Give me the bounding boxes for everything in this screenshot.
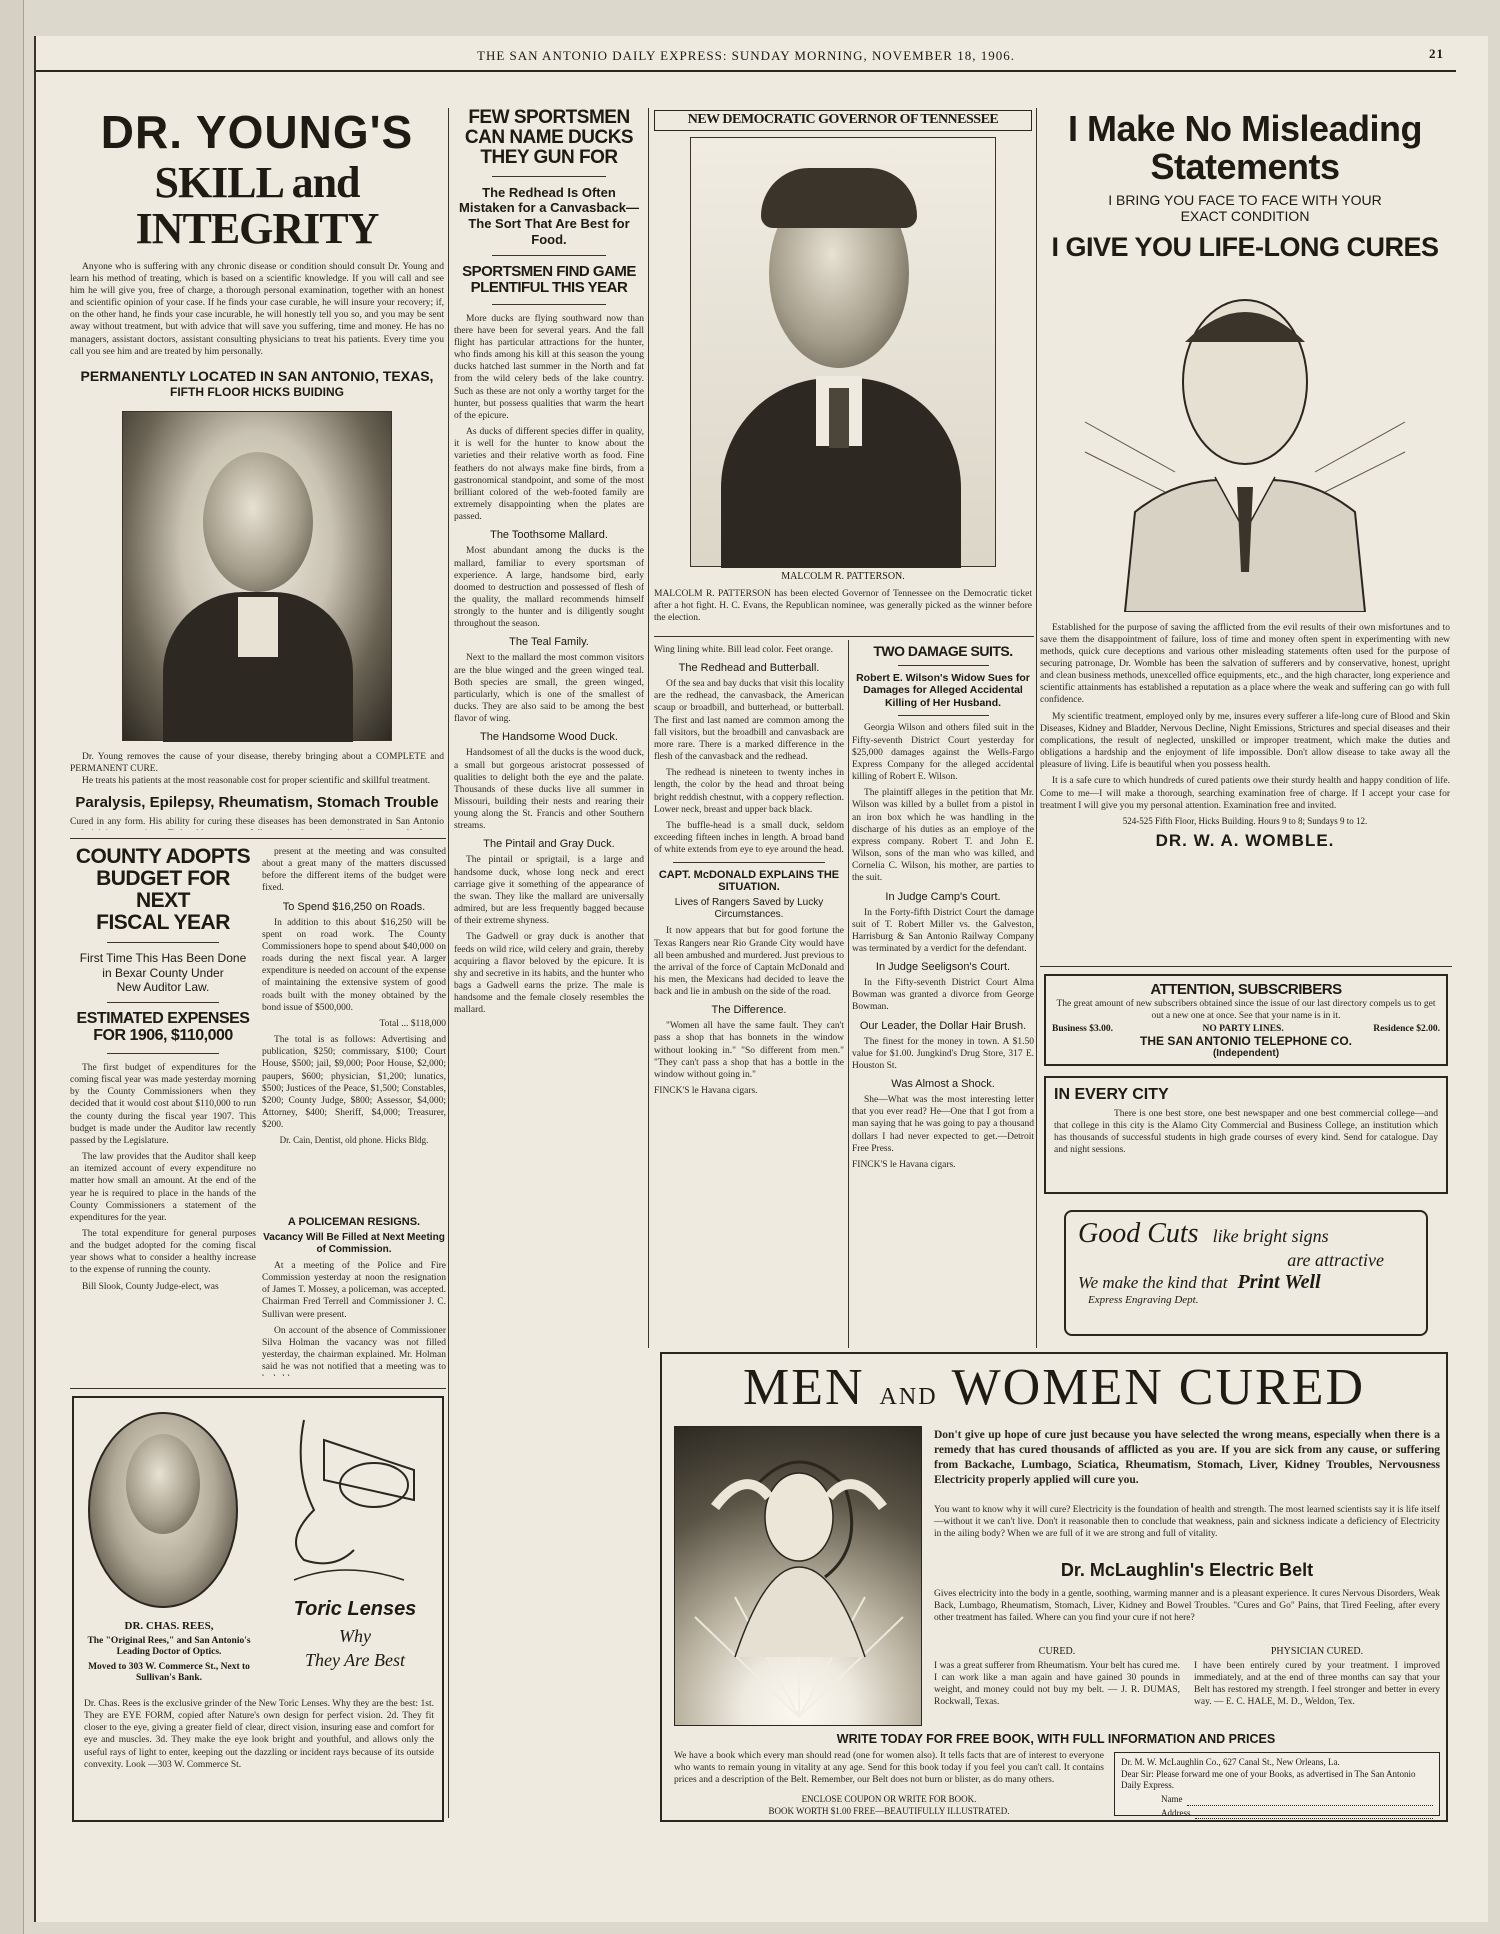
coupon-address-label: Address <box>1161 1807 1191 1818</box>
policeman-title: A POLICEMAN RESIGNS. <box>287 1216 421 1228</box>
county-ledger-total: Total ... $118,000 <box>379 1018 446 1029</box>
womble-advertisement <box>1040 110 1450 962</box>
mcdonald-finck: FINCK'S le Havana cigars. <box>654 1086 758 1097</box>
damage-para-5: The finest for the money in town. A $1.50 value for $1.00. Jungkind's Drug Store, 317 E. Houston St. <box>852 1036 1034 1071</box>
womble-sub-2: EXACT CONDITION <box>1180 208 1310 225</box>
mcdonald-title: CAPT. McDONALD EXPLAINS THE SITUATION. <box>658 869 840 894</box>
rees-best: They Are Best <box>305 1650 405 1670</box>
county-roads-subhead: To Spend $16,250 on Roads. <box>282 900 426 913</box>
young-fees: He treats his patients at the most reasonable cost for proper scientific and skillful treatment. <box>82 776 430 787</box>
mclaughlin-enclose: ENCLOSE COUPON OR WRITE FOR BOOK. <box>801 1794 977 1804</box>
womble-sub-1: I BRING YOU FACE TO FACE WITH YOUR <box>1108 191 1382 208</box>
rees-line-1: The "Original Rees," and San Antonio's Leading Doctor of Optics. <box>87 1636 251 1658</box>
young-title-1: DR. YOUNG'S <box>100 108 414 158</box>
telephone-business: Business $3.00. <box>1052 1024 1113 1035</box>
engraving-line-2: like bright signs <box>1212 1226 1329 1246</box>
county-para-1: The first budget of expenditures for the coming fiscal year was made yesterday morning by the County Commissioners when they decided that it would cost about $110,000 to run the county during the fiscal year 1907. This budget is made under the Auditor law recently passed by the Legislature. <box>70 1062 256 1146</box>
policeman-para-1: At a meeting of the Police and Fire Commission yesterday at noon the resignation of James T. Mossey, a policeman, was accepted. Chairman Fred Terrell and Commissioner J. C. Sullivan were present. <box>262 1261 446 1320</box>
mclaughlin-book: We have a book which every man should read (one for women also). It tells facts that are of interest to everyone who wants to remain young in vitality at any age. Send for this book today if you feel you can't call. It contains prices and a description of the Belt. Remember, our Belt does not burn or blister, as do many others. <box>674 1751 1104 1786</box>
coupon-name-field[interactable] <box>1187 1794 1434 1806</box>
county-signed: Bill Slook, County Judge-elect, was <box>82 1281 219 1292</box>
county-expenses-1: ESTIMATED EXPENSES <box>76 1010 250 1028</box>
redhead-lead: Wing lining white. Bill lead color. Feet orange. <box>654 645 834 655</box>
damage-para-1: Georgia Wilson and others filed suit in the Fifty-seventh District Court yesterday for $25,000 damages against the Wells-Fargo Express Company for the alleged accidental killing of Robert E. Wilson. <box>852 723 1034 783</box>
county-headline-1: COUNTY ADOPTS <box>75 846 251 868</box>
mclaughlin-lead: Don't give up hope of cure just because you have selected the wrong means, especially when there is a remedy that has cured thousands of afflicted as you are. If you are sick from any cause, or suffering from Backache, Lumbago, Sciatica, Rheumatism, Stomach, Liver, Kidney Troubles, Nervousness Electricity properly applied will cure you. <box>934 1429 1440 1486</box>
ducks-pintail: The Pintail and Gray Duck. <box>483 838 615 851</box>
damage-para-3: In the Forty-fifth District Court the damage suit of T. Robert Miller vs. the Galveston, Harrisburg & San Antonio Railway Company was terminated by a verdict for the defendant. <box>852 907 1034 954</box>
damage-para-6: She—What was the most interesting letter that you ever read? He—One that I got from a man saying that he was going to pay a thousand dollars I had never expected to get.—Detroit Free Press. <box>852 1095 1034 1154</box>
tennessee-text: MALCOLM R. PATTERSON has been elected Governor of Tennessee on the Democratic ticket after a hot fight. H. C. Evans, the Republican nominee, was generally picked as the winner before the election. <box>654 588 1032 623</box>
ducks-para-5: Handsomest of all the ducks is the wood duck, a small but gorgeous aristocrat possessed of qualities to delight both the eye and the palate. Thousands of these ducks live all summer in Missouri, building their nests and rearing their young along the St. Francis and other Southern streams. <box>454 748 644 832</box>
womble-para-3: It is a safe cure to which hundreds of cured patients owe their sturdy health and happy condition of life. Come to me—I will make a thorough, searching examination free of charge. If I accept your case for treatment I will give you my personal attention. Examination free and invited. <box>1040 776 1450 811</box>
every-city-advertisement <box>1044 1076 1448 1194</box>
mcdonald-deck: Lives of Rangers Saved by Lucky Circumstances. <box>674 897 824 921</box>
young-intro: Anyone who is suffering with any chronic disease or condition should consult Dr. Young and learn his method of treating, which is based on a scientific knowledge. If you will call and see him he will give you, free of charge, a thorough personal examination, together with an honest and scientific opinion of your case. If he finds your case curable, he will insure your recovery; if, on the other hand, he finds your case incurable, he will honestly tell you so, and you may be sent away without treatment, but with advice that will save you suffering, time and money. He has no managers, assistant doctors, assistant consulting physicians to treat his patients. Every time you call you see him and are treated by him personally. <box>70 261 444 357</box>
county-para-5: In addition to this about $16,250 will be spent on road work. The County Commissioners hope to spend about $40,000 on roads during the next fiscal year. A larger expenditure is needed on account of the expense of maintaining the extensive system of good roads built with the money obtained by the bond issue of $500,000. <box>262 917 446 1013</box>
mclaughlin-physician-text: I have been entirely cured by your treatment. I improved immediately, and at the end of three months can say that your Belt has restored my strength. I feel stronger and better in every way. — E. C. HALE, M. D., Weldon, Tex. <box>1194 1661 1440 1708</box>
damage-para-2: The plaintiff alleges in the petition that Mr. Wilson was killed by a bullet from a pistol in an iron box which he was handling in the discharge of his duties as an employe of the express company. Robert T. and John E. Wilson, sons of the man who was killed, and Cornelia C. Wilson, his mother, are parties to the suit. <box>852 788 1034 884</box>
mclaughlin-cured-text: I was a great sufferer from Rheumatism. Your belt has cured me. I can work like a man again and have gained 30 pounds in weight, and money could not buy my belt. — J. R. DUMAS, Rockwall, Texas. <box>934 1661 1180 1708</box>
county-deck-3: New Auditor Law. <box>116 979 210 994</box>
womble-portrait <box>1065 272 1425 612</box>
redhead-article <box>654 644 844 1344</box>
redhead-para-3: The buffle-head is a small duck, seldom exceeding fifteen inches in length. A broad band of white extends from eye to eye around the head. <box>654 820 844 856</box>
ducks-headline-4: SPORTSMEN FIND GAME <box>462 263 636 281</box>
ducks-para-1: More ducks are flying southward now than there have been for several years. And the fall flight has particular attractions for the hunter, who finds among his kill at this season the young ducks hatched last summer in the North and fat from the wild celery beds of the lake country. Such as these are not only a worthy target for the hunter, but possess qualities that warm the heart of the epicure. <box>454 313 644 421</box>
coupon-address-field[interactable] <box>1195 1808 1434 1820</box>
mclaughlin-para-1: You want to know why it will cure? Electricity is the foundation of health and strength. The most learned scientists say it is life itself—without it we can't live. Don't it reasonable then to conclude that weakness, pain and sickness indicate a deficiency of Electricity in the ailing body? When we are full of it we are strong and full of vitality. <box>934 1505 1440 1540</box>
telephone-advertisement <box>1044 974 1448 1066</box>
ducks-deck: The Redhead Is Often Mistaken for a Canvasback—The Sort That Are Best for Food. <box>459 184 639 247</box>
damage-suits-article <box>852 644 1034 1344</box>
young-advertisement <box>70 108 444 830</box>
tennessee-caption: MALCOLM R. PATTERSON. <box>781 570 905 582</box>
masthead-title: THE SAN ANTONIO DAILY EXPRESS: SUNDAY MORNING, NOVEMBER 18, 1906. <box>477 48 1015 63</box>
mclaughlin-title-men: MEN <box>742 1359 865 1416</box>
county-para-6: The total is as follows: Advertising and publication, $250; commissary, $100; Court House, $500; jail, $9,000; Poor House, $2,000; paupers, $600; physician, $1,200; lunatics, $500; Justices of the Peace, $1,500; Constables, $200; County Judge, $800; Assessor, $4,000; Attorney, $400; Sheriff, $4,000; Treasurer, $200. <box>262 1035 446 1131</box>
county-para-2: The law provides that the Auditor shall keep an itemized account of every expenditure no matter how small an amount. At the end of the year he is required to place in the hands of the County Commissioners a statement of the expenditures for the year. <box>70 1152 256 1223</box>
difference-title: The Difference. <box>711 1004 787 1017</box>
difference-para: "Women all have the same fault. They can't pass a shop that has bonnets in the window without looking in." "So different from men." "They can't pass a shop that has a bottle in the window without going in." <box>654 1021 844 1080</box>
mclaughlin-advertisement <box>660 1352 1448 1822</box>
page-number: 21 <box>1429 46 1444 61</box>
womble-title-1: I Make No Misleading <box>1067 110 1423 149</box>
ducks-para-7: The Gadwell or gray duck is another that feeds on wild rice, wild celery and grain, thereby acquiring a flavor beloved by the epicure. It is shy and secretive in its habits, and the hunter who bags a Gadwell earns the prize. The male is handsome and the female closely resembles the mallard. <box>454 932 644 1016</box>
young-removes: Dr. Young removes the cause of your disease, thereby bringing about a COMPLETE and PERMANENT CURE. <box>70 752 444 775</box>
mclaughlin-title <box>662 1358 1446 1417</box>
every-city-title: IN EVERY CITY <box>1054 1086 1169 1103</box>
womble-name: DR. W. A. WOMBLE. <box>1155 830 1335 850</box>
masthead <box>36 42 1456 72</box>
ducks-headline-2: CAN NAME DUCKS <box>464 126 634 148</box>
redhead-para-1: Of the sea and bay ducks that visit this locality are the redhead, the canvasback, the American scaup or broadbill, and butterhead, or butterball. The first and last named are common among the fall visitors, but the broadbill and canvasback are more rare. There is a marked difference in the flesh of the canvasback and the redhead. <box>654 679 844 763</box>
county-budget-continued <box>262 846 446 1206</box>
engraving-advertisement <box>1064 1210 1428 1336</box>
telephone-residence: Residence $2.00. <box>1373 1024 1440 1035</box>
policeman-deck: Vacancy Will Be Filled at Next Meeting of Commission. <box>263 1232 445 1255</box>
womble-para-2: My scientific treatment, employed only by me, insures every sufferer a life-long cure of Blood and Skin Diseases, Kidney and Bladder, Nervous Decline, Night Emissions, Strictures and special diseases and their complications, the result of neglected, unskilled or improper treatment, which make the duties and obligations a hardship and the enjoyment of life impossible. Don't allow disease to take away all the pleasure of living. Life is beautiful when you possess health. <box>1040 711 1450 771</box>
policeman-article <box>262 1210 446 1376</box>
county-expenses-2: FOR 1906, $110,000 <box>93 1027 233 1045</box>
county-deck-2: in Bexar County Under <box>102 965 224 980</box>
mclaughlin-write: WRITE TODAY FOR FREE BOOK, WITH FULL INFORMATION AND PRICES <box>836 1732 1276 1746</box>
mclaughlin-worth: BOOK WORTH $1.00 FREE—BEAUTIFULLY ILLUSTRATED. <box>768 1806 1010 1816</box>
county-headline-2: BUDGET FOR NEXT <box>96 867 230 913</box>
coupon-text: Dear Sir: Please forward me one of your Books, as advertised in The San Antonio Daily Express. <box>1121 1768 1416 1791</box>
engraving-line-1: Good Cuts <box>1078 1218 1199 1249</box>
county-para-4: present at the meeting and was consulted about a great many of the matters discussed before the different items of the budget were fixed. <box>262 847 446 894</box>
section-rule <box>70 838 446 839</box>
mclaughlin-cured-head: CURED. <box>1038 1646 1076 1657</box>
seeligson-court: In Judge Seeligson's Court. <box>875 961 1011 974</box>
engraving-line-3: are attractive <box>1287 1250 1384 1270</box>
county-ad-line: Dr. Cain, Dentist, old phone. Hicks Bldg. <box>279 1135 429 1146</box>
ducks-para-2: As ducks of different species differ in quality, it is well for the hunter to know about the varieties and their relative worth as food. Fine feathers do not always make fine birds, from a gastronomical standpoint, and some of the most brilliant colored of the web-footed family are extremely disappointing when the plates are passed. <box>454 427 644 523</box>
ducks-headline-3: THEY GUN FOR <box>480 146 618 168</box>
damage-title: TWO DAMAGE SUITS. <box>873 644 1013 659</box>
ducks-headline-1: FEW SPORTSMEN <box>468 108 630 128</box>
damage-finck: FINCK'S le Havana cigars. <box>852 1159 956 1170</box>
tennessee-title: NEW DEMOCRATIC GOVERNOR OF TENNESSEE <box>654 110 1032 131</box>
ducks-para-6: The pintail or sprigtail, is a large and handsome duck, whose long neck and erect carriage give it something of the appearance of the swan. They like the mallard are universally admired, but are less frequently bagged because of their extreme shyness. <box>454 855 644 927</box>
ducks-article <box>454 108 644 1820</box>
county-headline-3: FISCAL YEAR <box>96 911 230 935</box>
county-para-3: The total expenditure for general purposes and the budget adopted for the coming fiscal year shows what to consider a healthy increase to the expense of running the county. <box>70 1228 256 1276</box>
hair-brush: Our Leader, the Dollar Hair Brush. <box>859 1019 1027 1032</box>
womble-address: 524-525 Fifth Floor, Hicks Building. Hours 9 to 8; Sundays 9 to 12. <box>1122 815 1368 826</box>
column-rule <box>648 108 649 1348</box>
column-rule <box>1036 108 1037 1348</box>
damage-deck: Robert E. Wilson's Widow Sues for Damages for Alleged Accidental Killing of Her Husband. <box>856 671 1030 709</box>
redhead-para-2: The redhead is nineteen to twenty inches in length, the color by the head and throat being bright reddish chestnut, with a coppery reflection. Lower neck, breast and upper back black. <box>654 768 844 815</box>
womble-para-1: Established for the purpose of saving the afflicted from the evil results of their own misfortunes and to save them the disappointment of failure, loss of time and money often spent in experimenting with new methods, quick cure deceptions and various other misleading statements often used for the purpose of securing patronage, Dr. Womble has been the salvation of sufferers and by conservative, honest, upright and clean business methods, unexcelled office equipments, etc., and the high character, long experience and scientific attainments has established a reputation as a place where the weak and suffering can go with full confidence. <box>1040 622 1450 706</box>
young-cured: Cured in any form. His ability for curing these diseases has been demonstrated in San Antonio <box>70 816 444 827</box>
mclaughlin-title-and: AND <box>879 1384 938 1410</box>
womble-title-2: Statements <box>1150 145 1340 187</box>
rees-why: Why <box>339 1626 371 1646</box>
rees-advertisement <box>72 1396 444 1822</box>
mclaughlin-illustration <box>674 1426 922 1726</box>
young-portrait <box>122 411 392 741</box>
telephone-party: NO PARTY LINES. <box>1202 1024 1284 1035</box>
mclaughlin-title-women: WOMEN CURED <box>951 1359 1366 1416</box>
column-rule <box>448 108 449 1818</box>
ducks-para-3: Most abundant among the ducks is the mallard, familiar to every sportsman of experience. A large, handsome bird, early doomed to destruction and possessed of flesh of the quality, the mallard recommends himself strongly to the hunter and is diligently sought throughout the season. <box>454 546 644 630</box>
engraving-line-5: Print Well <box>1237 1271 1321 1293</box>
patterson-portrait <box>690 137 996 567</box>
county-budget-article <box>70 846 256 1386</box>
almost-shock: Was Almost a Shock. <box>891 1078 995 1091</box>
telephone-text: The great amount of new subscribers obtained since the issue of our last directory compels us to get out a new one at once. See that your name is in it. <box>1056 998 1436 1021</box>
coupon-name-label: Name <box>1161 1794 1183 1805</box>
ducks-wood: The Handsome Wood Duck. <box>480 731 618 744</box>
policeman-para-2: On account of the absence of Commissioner Silva Holman the vacancy was not filled yesterday, the chairman explained. Mr. Holman said he was not notified that a meeting was to <box>262 1325 446 1373</box>
section-rule <box>1040 966 1452 967</box>
rees-body: Dr. Chas. Rees is the exclusive grinder of the New Toric Lenses. Why they are the best: 1st. They are EYE FORM, copied after Nature's own design for perfect vision. 2d. They fit closer to the eye, giving a greater field of clear, direct vision, insuring ease and comfort for eye and muscles. 3d. They make the eye look bright and youthful, and allows only the useful rays of light to enter, keeping out the dazzling or incident rays because of its outside convexity. Look —303 W. Commerce St. <box>84 1699 434 1770</box>
mclaughlin-coupon <box>1114 1752 1440 1816</box>
mclaughlin-para-2: Gives electricity into the body in a gentle, soothing, warming manner and is a pleasant experience. It cures Nervous Disorders, Weak Back, Lumbago, Rheumatism, Stomach, Liver, Kidney and Bowel Troubles. "Cures and Go" Pains, that Tired Feeling, after every other treatment has failed. Where can you find your cure if not here? <box>934 1589 1440 1624</box>
mcdonald-para-1: It now appears that but for good fortune the Texas Rangers near Rio Grande City would have all been ambushed and murdered. Just previous to the arrival of the force of Captain McDonald and his men, the Mexicans had decided to leave the back and lie in ambush on the side of the road. <box>654 926 844 998</box>
rees-line-2: Moved to 303 W. Commerce St., Next to Sullivan's Bank. <box>88 1662 250 1684</box>
camp-court: In Judge Camp's Court. <box>885 890 1001 903</box>
every-city-text: There is one best store, one best newspaper and one best commercial college—and that college in this city is the Alamo City Commercial and Business College, an institution which has thousands of successful students in high grade courses of every kind. Send for catalogue. Day and night sessions. <box>1054 1109 1438 1156</box>
young-floor: FIFTH FLOOR HICKS BUIDING <box>170 384 344 399</box>
young-title-2: SKILL and INTEGRITY <box>135 158 379 254</box>
coupon-address-line: Dr. M. W. McLaughlin Co., 627 Canal St., New Orleans, La. <box>1121 1757 1340 1767</box>
telephone-independent: (Independent) <box>1212 1048 1280 1060</box>
telephone-company: THE SAN ANTONIO TELEPHONE CO. <box>1139 1034 1352 1049</box>
womble-title-3: I GIVE YOU LIFE-LONG CURES <box>1051 232 1439 263</box>
mclaughlin-physician-head: PHYSICIAN CURED. <box>1270 1646 1364 1657</box>
adjacent-page-edge <box>0 0 24 1934</box>
rees-nose-drawing <box>264 1410 432 1590</box>
mclaughlin-belt: Dr. McLaughlin's Electric Belt <box>1060 1560 1314 1580</box>
ducks-teal: The Teal Family. <box>509 636 589 649</box>
engraving-line-4: We make the kind that <box>1078 1273 1228 1292</box>
tennessee-feature <box>654 110 1032 634</box>
rees-toric: Toric Lenses <box>293 1598 417 1620</box>
young-diseases: Paralysis, Epilepsy, Rheumatism, Stomach Trouble <box>75 793 439 811</box>
county-deck-1: First Time This Has Been Done <box>79 951 247 966</box>
engraving-line-6: Express Engraving Dept. <box>1088 1294 1199 1306</box>
rees-name: DR. CHAS. REES, <box>124 1620 214 1632</box>
section-rule <box>654 636 1034 637</box>
column-rule <box>848 640 849 1348</box>
redhead-title: The Redhead and Butterball. <box>678 662 820 675</box>
telephone-title: ATTENTION, SUBSCRIBERS <box>1150 981 1342 998</box>
damage-para-4: In the Fifty-seventh District Court Alma Bowman was granted a divorce from George Bowman. <box>852 978 1034 1013</box>
ducks-toothsome: The Toothsome Mallard. <box>490 529 608 542</box>
young-located: PERMANENTLY LOCATED IN SAN ANTONIO, TEXAS, <box>80 367 434 384</box>
section-rule <box>70 1388 446 1389</box>
ducks-para-4: Next to the mallard the most common visitors are the blue winged and the green winged teal. Both species are small, the green winged, particularly, which is one of the smallest of ducks. They are also said to be among the best flavor of wing. <box>454 653 644 725</box>
ducks-headline-5: PLENTIFUL THIS YEAR <box>470 278 628 296</box>
